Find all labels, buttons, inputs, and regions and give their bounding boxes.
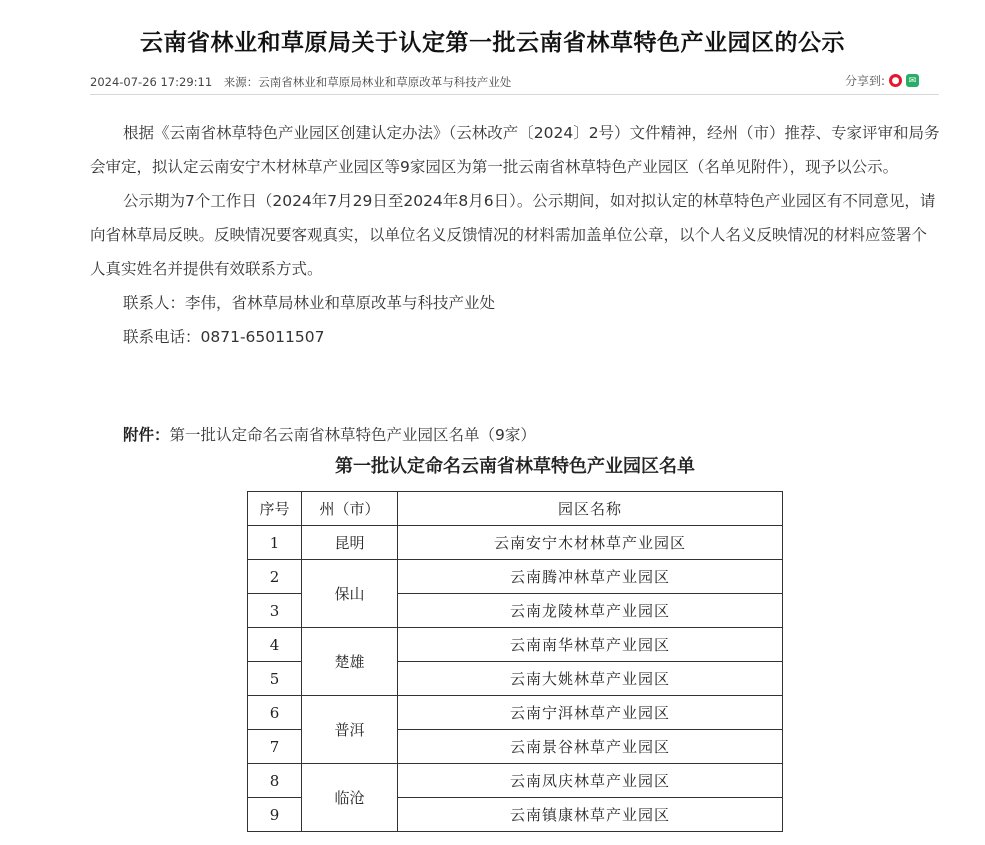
contact-phone: 联系电话：0871-65011507: [123, 328, 325, 346]
header-cell-name: 园区名称: [398, 492, 783, 526]
article-source: 来源：云南省林业和草原局林业和草原改革与科技产业处: [223, 75, 512, 89]
cell-no: 7: [248, 730, 302, 764]
cell-park-name: 云南腾冲林草产业园区: [398, 560, 783, 594]
body-paragraph: 公示期为7个工作日（2024年7月29日至2024年8月6日）。公示期间，如对拟认定的林草特色产业园区有不同意见，请向省林草局反映。反映情况要客观真实，以单位名义反馈情况的材料需加盖单位公章，以个人名义反映情况的材料应签署个人真实姓名并提供有效联系方式。: [90, 192, 936, 278]
publish-datetime: 2024-07-26 17:29:11: [90, 75, 213, 89]
cell-park-name: 云南凤庆林草产业园区: [398, 764, 783, 798]
cell-no: 9: [248, 798, 302, 832]
cell-park-name: 云南镇康林草产业园区: [398, 798, 783, 832]
article-title: 云南省林业和草原局关于认定第一批云南省林草特色产业园区的公示: [140, 30, 845, 56]
cell-park-name: 云南景谷林草产业园区: [398, 730, 783, 764]
article-meta: [90, 74, 519, 90]
attachment-text: 第一批认定命名云南省林草特色产业园区名单（9家）: [169, 426, 536, 444]
header-cell-no: 序号: [248, 492, 302, 526]
article-body: [90, 116, 940, 354]
cell-park-name: 云南南华林草产业园区: [398, 628, 783, 662]
cell-prefecture: 临沧: [302, 764, 398, 832]
table-row: [248, 696, 783, 730]
attachment-line: [123, 423, 536, 445]
cell-park-name: 云南大姚林草产业园区: [398, 662, 783, 696]
share-label: 分享到:: [844, 74, 885, 88]
cell-no: 4: [248, 628, 302, 662]
attachment-label: 附件：: [123, 426, 170, 444]
table-row: [248, 628, 783, 662]
cell-no: 8: [248, 764, 302, 798]
cell-no: 6: [248, 696, 302, 730]
wechat-icon[interactable]: ✉: [906, 74, 919, 87]
weibo-icon[interactable]: ●: [889, 74, 902, 87]
table-row: [248, 526, 783, 560]
header-cell-prefecture: 州（市）: [302, 492, 398, 526]
cell-no: 3: [248, 594, 302, 628]
table-row: [248, 560, 783, 594]
contact-person: 联系人：李伟，省林草局林业和草原改革与科技产业处: [123, 294, 496, 312]
cell-park-name: 云南安宁木材林草产业园区: [398, 526, 783, 560]
cell-prefecture: 楚雄: [302, 628, 398, 696]
cell-prefecture: 普洱: [302, 696, 398, 764]
cell-prefecture: 昆明: [302, 526, 398, 560]
cell-no: 5: [248, 662, 302, 696]
body-paragraph: 根据《云南省林草特色产业园区创建认定办法》（云林改产〔2024〕2号）文件精神，经州（市）推荐、专家评审和局务会审定，拟认定云南安宁木材林草产业园区等9家园区为第一批云南省林草特色产业园区（名单见附件），现予以公示。: [90, 124, 940, 176]
share-bar: [845, 72, 919, 89]
table-header-row: [248, 492, 783, 526]
header-divider: [90, 94, 939, 95]
table-title: 第一批认定命名云南省林草特色产业园区名单: [335, 456, 695, 477]
cell-park-name: 云南龙陵林草产业园区: [398, 594, 783, 628]
cell-prefecture: 保山: [302, 560, 398, 628]
table-row: [248, 764, 783, 798]
cell-park-name: 云南宁洱林草产业园区: [398, 696, 783, 730]
park-list-table: [247, 491, 783, 832]
cell-no: 1: [248, 526, 302, 560]
cell-no: 2: [248, 560, 302, 594]
